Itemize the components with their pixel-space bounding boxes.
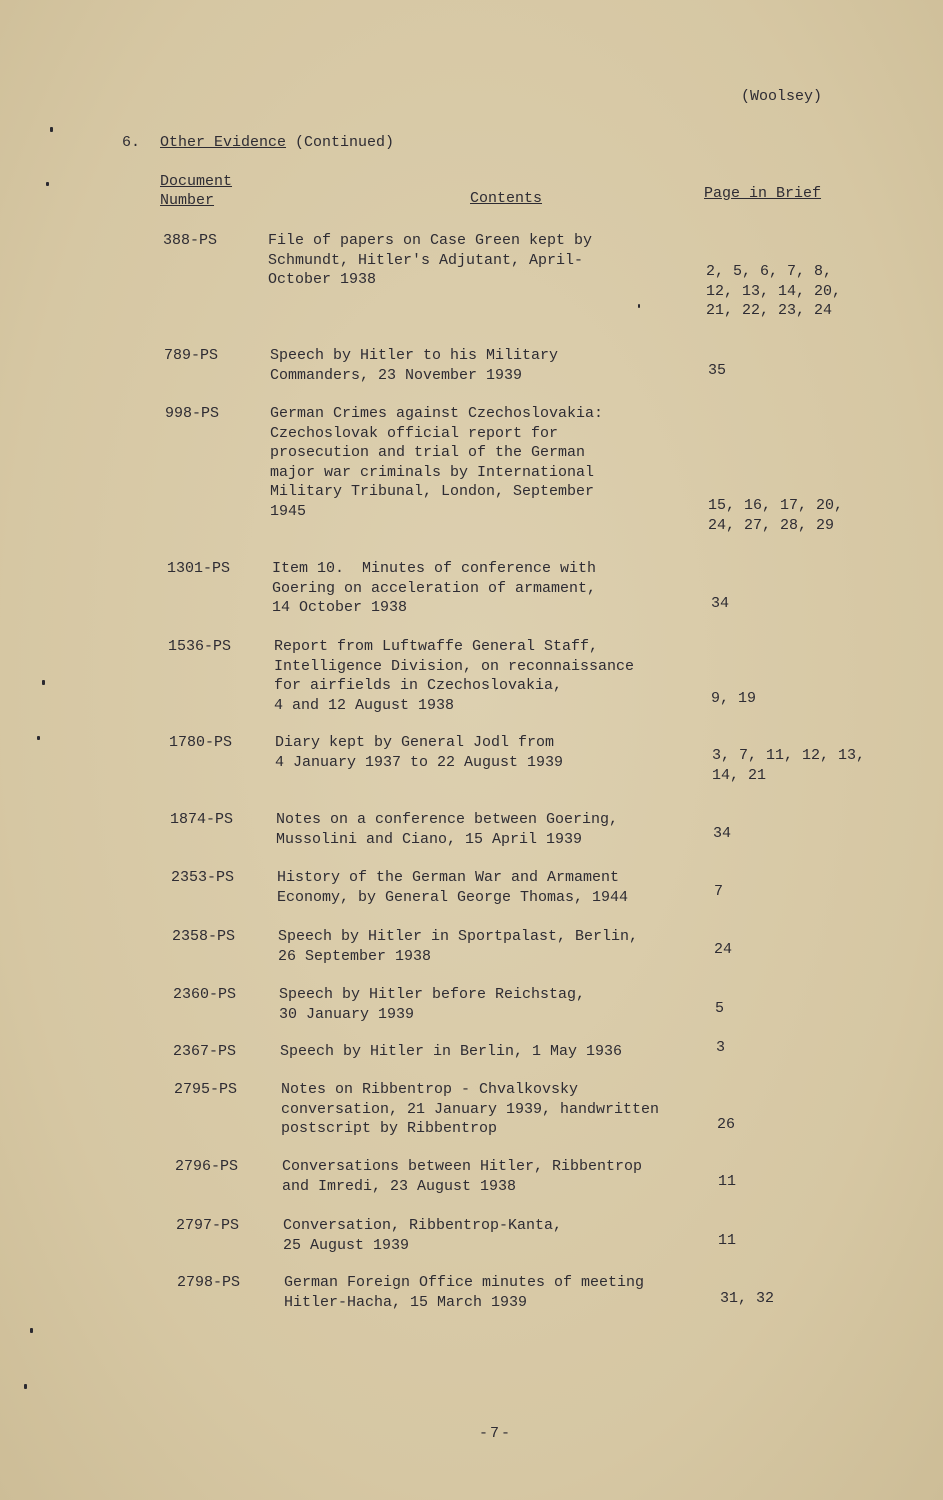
document-contents: Conversation, Ribbentrop-Kanta, 25 August 1939	[283, 1217, 563, 1254]
document-number: 998-PS	[165, 405, 220, 422]
document-number: 1874-PS	[170, 811, 234, 828]
document-number: 2796-PS	[175, 1158, 239, 1175]
document-number: 388-PS	[163, 232, 218, 249]
document-number: 1536-PS	[168, 638, 232, 655]
page-references: 34	[711, 595, 730, 612]
page-number: -7-	[479, 1425, 513, 1442]
document-number: 2353-PS	[171, 869, 235, 886]
page-references: 7	[714, 883, 724, 900]
document-number: 2367-PS	[173, 1043, 237, 1060]
page-references: 11	[718, 1232, 737, 1249]
section-continued: (Continued)	[295, 134, 395, 151]
document-contents: Speech by Hitler in Sportpalast, Berlin, 26 September 1938	[278, 928, 639, 965]
page-references: 34	[713, 825, 732, 842]
page-references: 9, 19	[711, 690, 757, 707]
document-contents: Report from Luftwaffe General Staff, Intelligence Division, on reconnaissance for airfields in Czechoslovakia, 4 and 12 August 1938	[274, 638, 635, 714]
page-references: 11	[718, 1173, 737, 1190]
page-references: 15, 16, 17, 20, 24, 27, 28, 29	[708, 497, 844, 534]
scan-speck	[46, 182, 49, 186]
section-heading	[160, 133, 394, 153]
header-author-note: (Woolsey)	[741, 88, 823, 105]
document-contents: File of papers on Case Green kept by Schmundt, Hitler's Adjutant, April- October 1938	[268, 232, 593, 288]
document-number: 2797-PS	[176, 1217, 240, 1234]
document-number: 2798-PS	[177, 1274, 241, 1291]
document-contents: History of the German War and Armament Economy, by General George Thomas, 1944	[277, 869, 629, 906]
scan-speck	[30, 1328, 33, 1333]
scan-speck	[638, 304, 640, 308]
document-contents: Notes on a conference between Goering, Mussolini and Ciano, 15 April 1939	[276, 811, 619, 848]
document-number: 2795-PS	[174, 1081, 238, 1098]
document-number: 2360-PS	[173, 986, 237, 1003]
document-contents: Speech by Hitler before Reichstag, 30 January 1939	[279, 986, 586, 1023]
section-title: Other Evidence	[160, 134, 287, 151]
page-references: 5	[715, 1000, 725, 1017]
document-contents: Item 10. Minutes of conference with Goering on acceleration of armament, 14 October 1938	[272, 560, 597, 616]
column-header-page-in-brief: Page in Brief	[704, 185, 822, 202]
page-references: 31, 32	[720, 1290, 775, 1307]
column-header-contents: Contents	[470, 190, 543, 207]
scan-speck	[42, 680, 45, 685]
document-contents: Speech by Hitler in Berlin, 1 May 1936	[280, 1043, 623, 1060]
scan-speck	[24, 1384, 27, 1389]
section-number: 6.	[122, 134, 141, 151]
page-references: 3	[716, 1039, 726, 1056]
document-number: 2358-PS	[172, 928, 236, 945]
page-references: 26	[717, 1116, 736, 1133]
document-contents: Conversations between Hitler, Ribbentrop and Imredi, 23 August 1938	[282, 1158, 643, 1195]
scan-speck	[37, 736, 40, 740]
page-references: 2, 5, 6, 7, 8, 12, 13, 14, 20, 21, 22, 23, 24	[706, 263, 842, 319]
document-contents: German Foreign Office minutes of meeting Hitler-Hacha, 15 March 1939	[284, 1274, 645, 1311]
document-contents: Diary kept by General Jodl from 4 January 1937 to 22 August 1939	[275, 734, 564, 771]
column-header-document-number: Document Number	[160, 173, 233, 209]
document-number: 789-PS	[164, 347, 219, 364]
document-contents: Notes on Ribbentrop - Chvalkovsky conversation, 21 January 1939, handwritten postscript by Ribbentrop	[281, 1081, 660, 1137]
page-references: 3, 7, 11, 12, 13, 14, 21	[712, 747, 866, 784]
document-contents: German Crimes against Czechoslovakia: Czechoslovak official report for prosecution and trial of the German major war criminals by International Military Tribunal, London, September 1945	[270, 405, 604, 520]
page-references: 35	[708, 362, 727, 379]
document-contents: Speech by Hitler to his Military Commanders, 23 November 1939	[270, 347, 559, 384]
document-number: 1301-PS	[167, 560, 231, 577]
page-references: 24	[714, 941, 733, 958]
scan-speck	[50, 127, 53, 132]
document-number: 1780-PS	[169, 734, 233, 751]
